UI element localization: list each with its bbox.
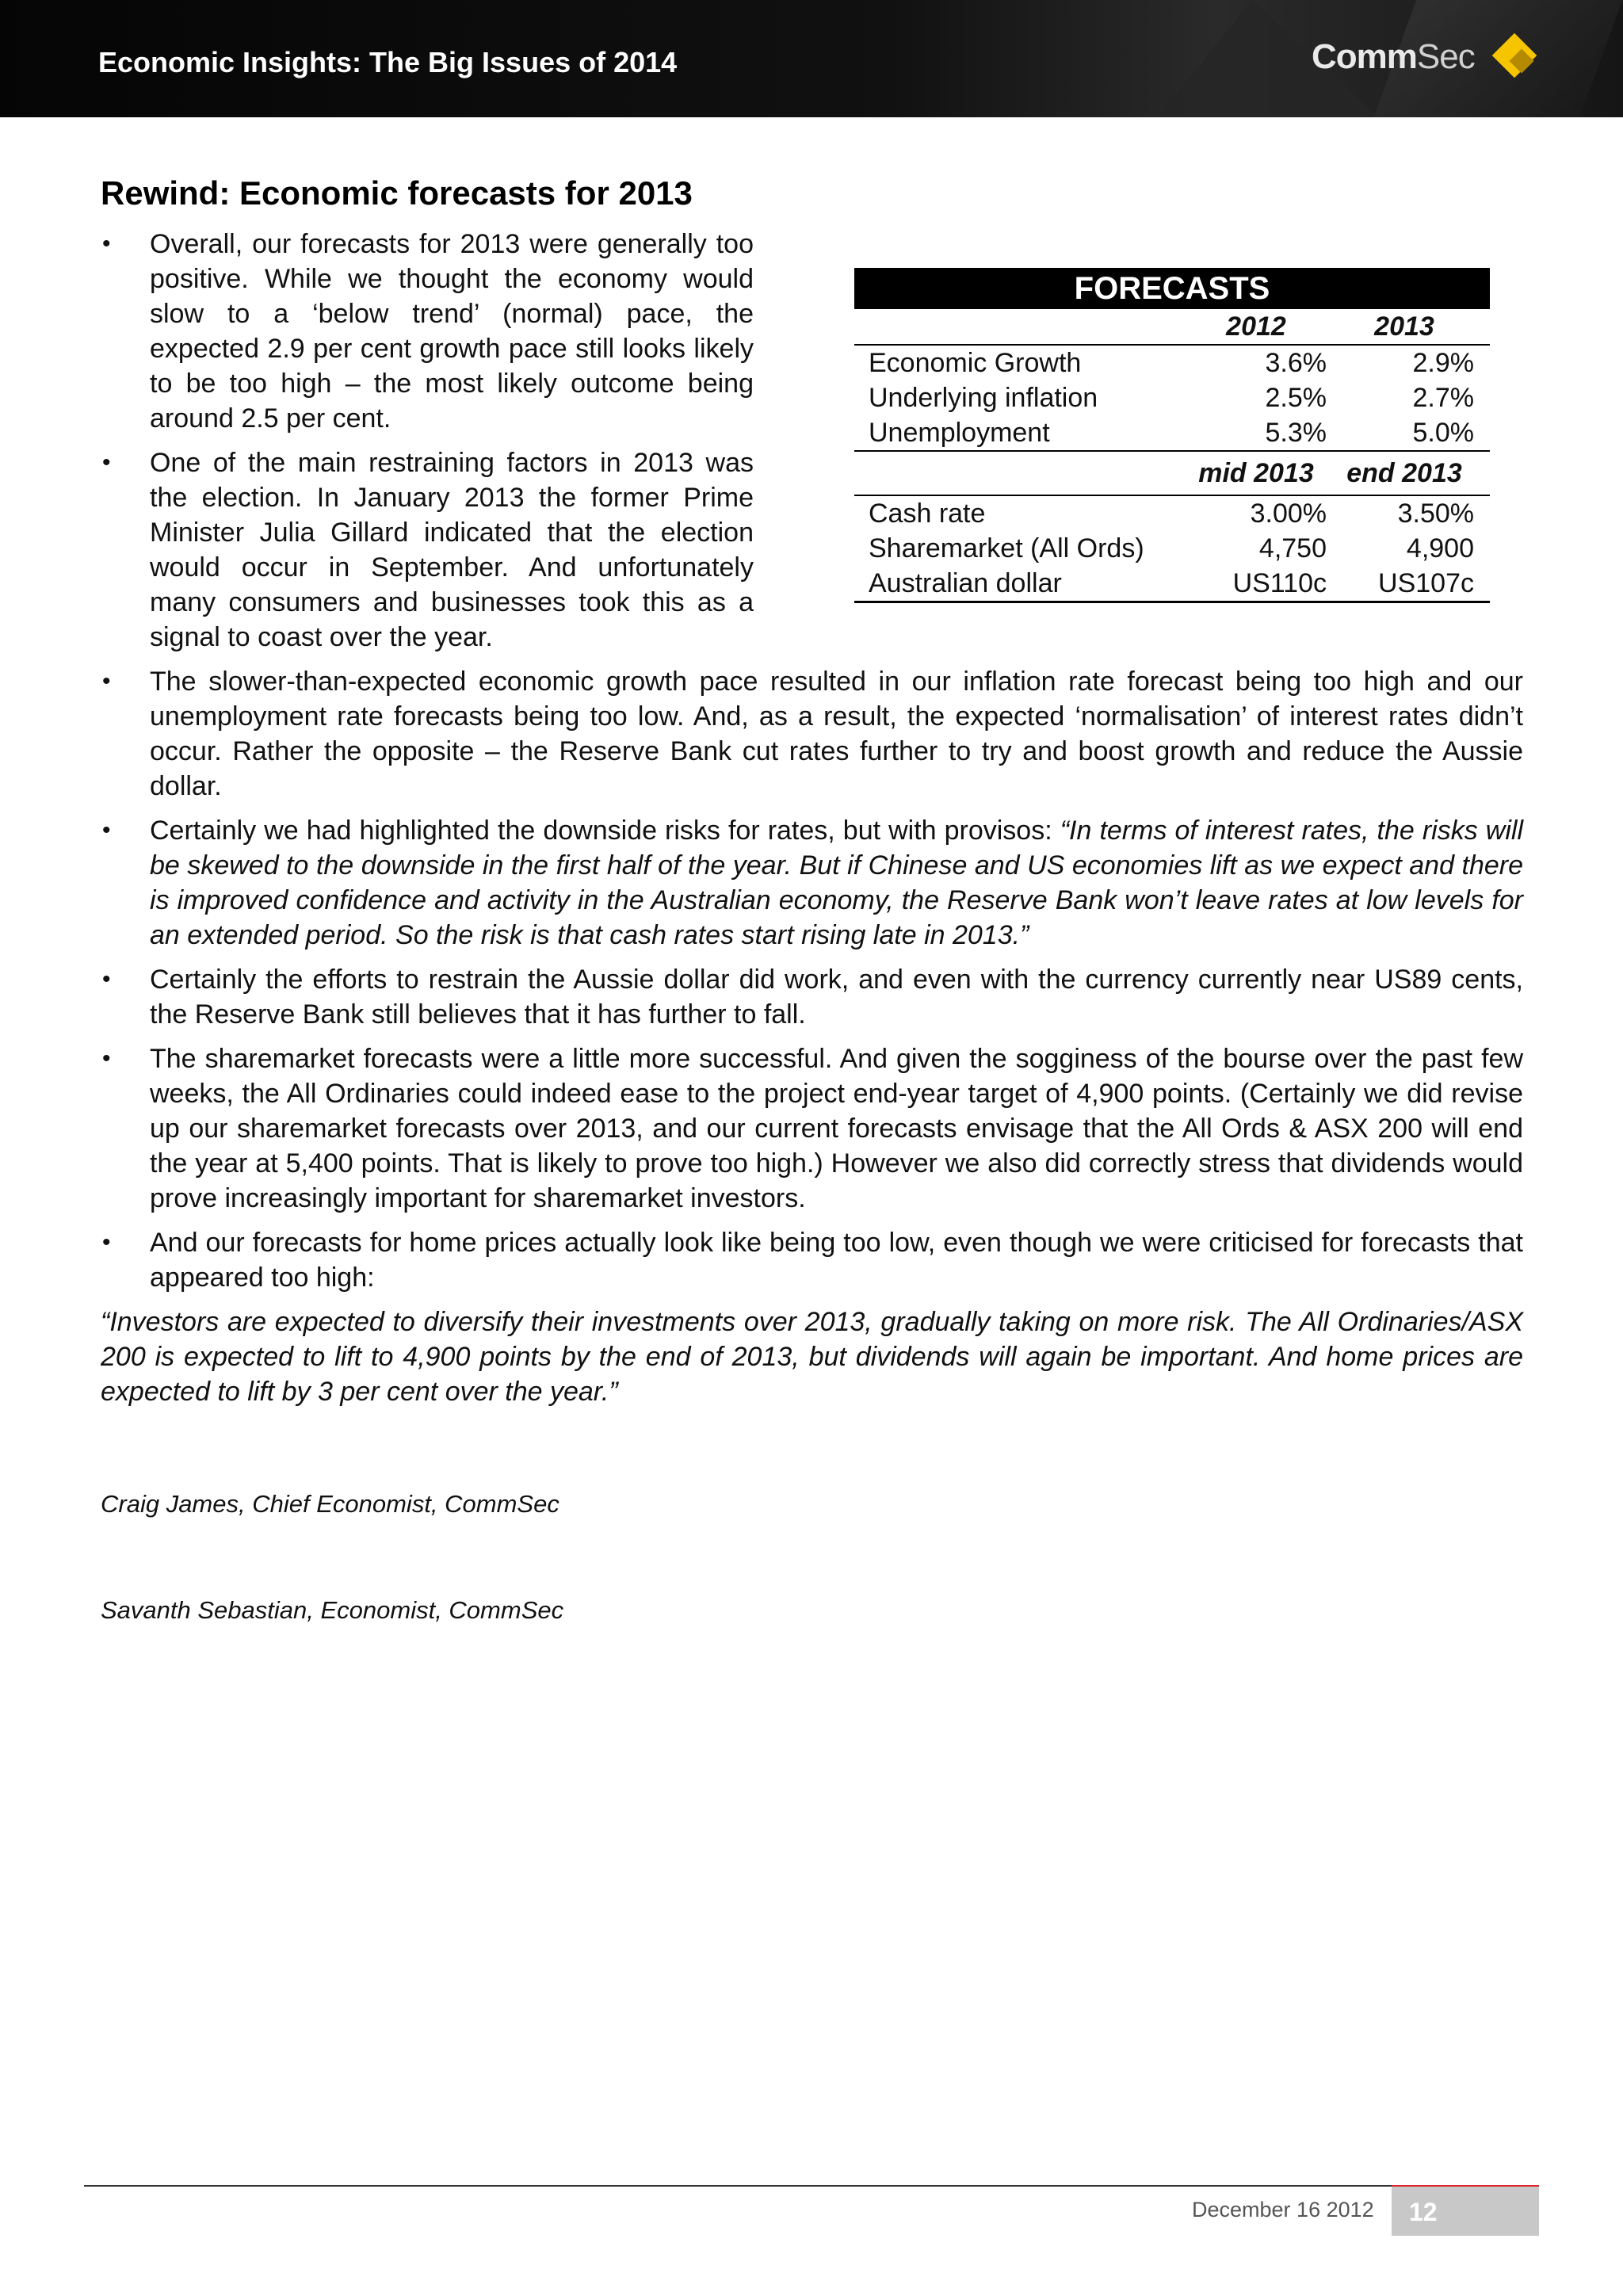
closing-quote: “Investors are expected to diversify their investments over 2013, gradually taking on more risk. The All Ordinaries/ASX 200 is expected to lift to 4,900 points by the end of 2013, but dividends will again be important. And home prices are expected to lift by 3 per cent over the year.” [101, 1307, 1523, 1407]
bullet-list [101, 664, 1523, 1295]
column-header: mid 2013 [1198, 458, 1314, 488]
cell-value: US110c [1232, 568, 1327, 598]
bullet-quote: “In terms of interest rates, the risks will be skewed to the downside in the first half of the year. But if Chinese and US economies lift as we expect and there is improved confidence and activity in the Australian economy, the Reserve Bank won’t leave rates at low levels for an extended period. So the risk is that cash rates start rising late in 2013.” [150, 816, 1523, 950]
bullet-item: • The sharemarket forecasts were a little more successful. And given the sogginess of the bourse over the past few weeks, the All Ordinaries could indeed ease to the project end-year target of 4,900 points. (Certainly we did revise up our sharemarket forecasts over 2013, and our current forecasts envisage that the All Ords & ASX 200 will end the year at 5,400 points. That is likely to prove too high.) However we also did correctly stress that dividends would prove increasingly important for sharemarket investors. [101, 1041, 1523, 1216]
row-label: Australian dollar [869, 568, 1062, 598]
cell-value: 2.9% [1412, 348, 1474, 378]
row-label: Cash rate [869, 499, 986, 529]
column-header: end 2013 [1346, 458, 1462, 488]
commsec-logo [1312, 33, 1540, 81]
bullet-item [101, 813, 1523, 953]
signature: Craig James, Chief Economist, CommSec [101, 1490, 559, 1518]
cell-value: 3.00% [1250, 499, 1327, 529]
page-header [0, 0, 1623, 117]
header-title: Economic Insights: The Big Issues of 2014 [98, 46, 678, 78]
row-label: Economic Growth [869, 348, 1082, 378]
page-number: 12 [1409, 2198, 1438, 2226]
row-label: Sharemarket (All Ords) [869, 533, 1144, 563]
cell-value: 3.6% [1265, 348, 1327, 378]
cell-value: 4,900 [1406, 533, 1474, 563]
bullet-text: Certainly we had highlighted the downside risks for rates, but with provisos: [150, 816, 1060, 846]
section-heading: Rewind: Economic forecasts for 2013 [101, 174, 693, 212]
bullet-item: • Overall, our forecasts for 2013 were generally too positive. While we thought the economy would slow to a ‘below trend’ (normal) pace, the expected 2.9 per cent growth pace still looks likely to be too high – the most likely outcome being around 2.5 per cent. [101, 227, 754, 436]
bullet-item: • Certainly the efforts to restrain the Aussie dollar did work, and even with the currency currently near US89 cents, the Reserve Bank still believes that it has further to fall. [101, 962, 1523, 1032]
signature: Savanth Sebastian, Economist, CommSec [101, 1596, 564, 1624]
bullet-item: • The slower-than-expected economic growth pace resulted in our inflation rate forecast being too high and our unemployment rate forecasts being too low. And, as a result, the expected ‘normalisation’ of interest rates didn’t occur. Rather the opposite – the Reserve Bank cut rates further to try and boost growth and reduce the Aussie dollar. [101, 664, 1523, 804]
footer-rule [84, 2185, 1539, 2187]
row-label: Unemployment [869, 418, 1050, 448]
logo-text: CommSec [1312, 37, 1475, 76]
diamond-logo-icon [1492, 33, 1540, 81]
row-label: Underlying inflation [869, 383, 1098, 413]
cell-value: 2.7% [1412, 383, 1474, 413]
cell-value: 5.0% [1412, 418, 1474, 448]
cell-value: 3.50% [1397, 499, 1474, 529]
main-content [101, 174, 1523, 1625]
cell-value: US107c [1378, 568, 1474, 598]
column-header: 2013 [1374, 311, 1434, 342]
footer-date: December 16 2012 [1192, 2198, 1374, 2222]
cell-value: 4,750 [1258, 533, 1327, 563]
bullet-list-narrow [101, 227, 1523, 655]
bullet-item: • And our forecasts for home prices actually look like being too low, even though we were criticised for forecasts that appeared too high: [101, 1225, 1523, 1295]
column-header: 2012 [1226, 311, 1286, 342]
cell-value: 5.3% [1265, 418, 1327, 448]
page-number-box [1392, 2187, 1539, 2236]
forecasts-title: FORECASTS [854, 268, 1490, 309]
cell-value: 2.5% [1265, 383, 1327, 413]
bullet-item: • One of the main restraining factors in 2013 was the election. In January 2013 the former Prime Minister Julia Gillard indicated that the election would occur in September. And unfortunately many consumers and businesses took this as a signal to coast over the year. [101, 445, 754, 655]
